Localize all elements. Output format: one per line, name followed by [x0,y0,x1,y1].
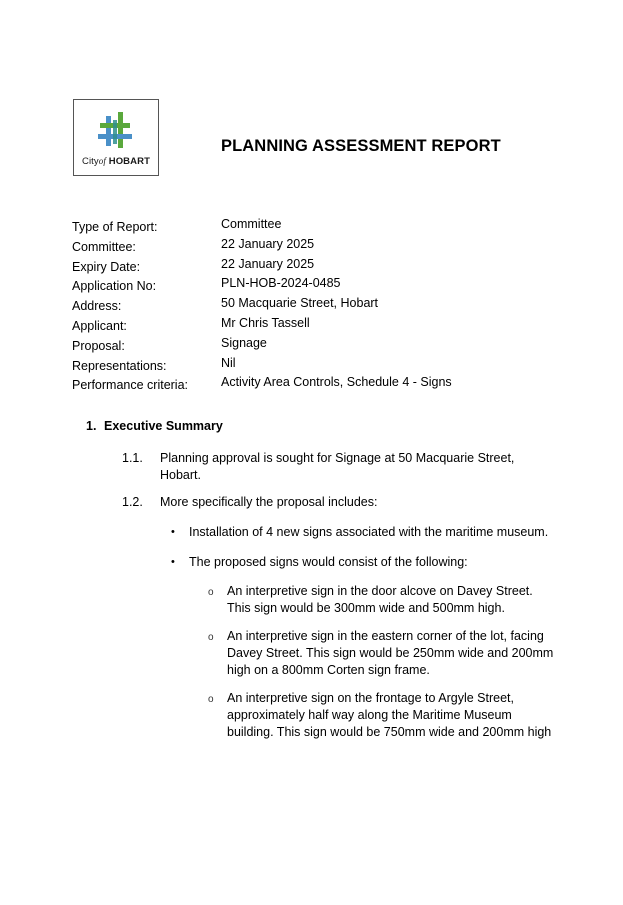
sub-bullet-symbol: o [208,587,214,598]
detail-label: Committee: [72,239,136,254]
sub-bullet-item [208,583,567,617]
detail-label: Address: [72,299,122,314]
paragraph-line: Hobart. [160,468,201,482]
city-of-hobart-logo [73,99,159,176]
sub-bullet-line: This sign would be 300mm wide and 500mm high. [227,601,505,615]
detail-value: Committee [221,217,282,231]
detail-label: Representations: [72,358,167,373]
bullet-item [171,524,549,541]
bullet-text: Installation of 4 new signs associated with the maritime museum. [189,525,549,539]
section-number: 1. [86,419,97,433]
detail-value: Nil [221,355,236,370]
section-heading [86,419,223,433]
sub-bullet-line: high on a 800mm Corten sign frame. [227,663,430,677]
hobart-logo-mark-icon [96,110,136,152]
paragraph-number: 1.1. [122,451,143,465]
detail-value: 22 January 2025 [221,256,315,271]
detail-value: Signage [221,335,267,350]
sub-bullet-item [208,690,567,741]
detail-value: PLN-HOB-2024-0485 [221,276,341,291]
detail-value: Mr Chris Tassell [221,315,310,330]
sub-bullet-line: building. This sign would be 750mm wide and 200mm high [227,725,552,739]
detail-label: Proposal: [72,338,125,353]
logo-wordmark: Cityof HOBART [82,156,150,167]
sub-bullet-line: Davey Street. This sign would be 250mm wide and 200mm [227,646,554,660]
sub-bullet-symbol: o [208,632,214,643]
paragraph-1-2 [122,494,378,511]
bullet-symbol: • [171,556,175,568]
detail-label: Type of Report: [72,220,158,234]
paragraph-1-1 [122,450,515,484]
report-title: PLANNING ASSESSMENT REPORT [221,137,501,155]
section-title: Executive Summary [104,419,223,433]
bullet-item [171,554,468,571]
sub-bullet-line: An interpretive sign in the door alcove on Davey Street. [227,584,533,598]
sub-bullet-line: An interpretive sign on the frontage to Argyle Street, [227,691,514,705]
paragraph-line: Planning approval is sought for Signage at 50 Macquarie Street, [160,451,515,465]
detail-value: 22 January 2025 [221,236,315,251]
detail-label: Performance criteria: [72,378,189,393]
detail-label: Application No: [72,279,157,294]
detail-label: Expiry Date: [72,259,141,274]
sub-bullet-line: approximately half way along the Maritime Museum [227,708,512,722]
paragraph-line: More specifically the proposal includes: [160,495,378,509]
sub-bullet-line: An interpretive sign in the eastern corner of the lot, facing [227,629,544,643]
detail-label: Applicant: [72,318,127,333]
detail-value: Activity Area Controls, Schedule 4 - Signs [221,375,452,390]
sub-bullet-symbol: o [208,694,214,705]
sub-bullet-item [208,628,567,679]
paragraph-number: 1.2. [122,495,143,509]
bullet-symbol: • [171,526,175,538]
detail-value: 50 Macquarie Street, Hobart [221,296,379,311]
bullet-text: The proposed signs would consist of the following: [189,555,468,569]
